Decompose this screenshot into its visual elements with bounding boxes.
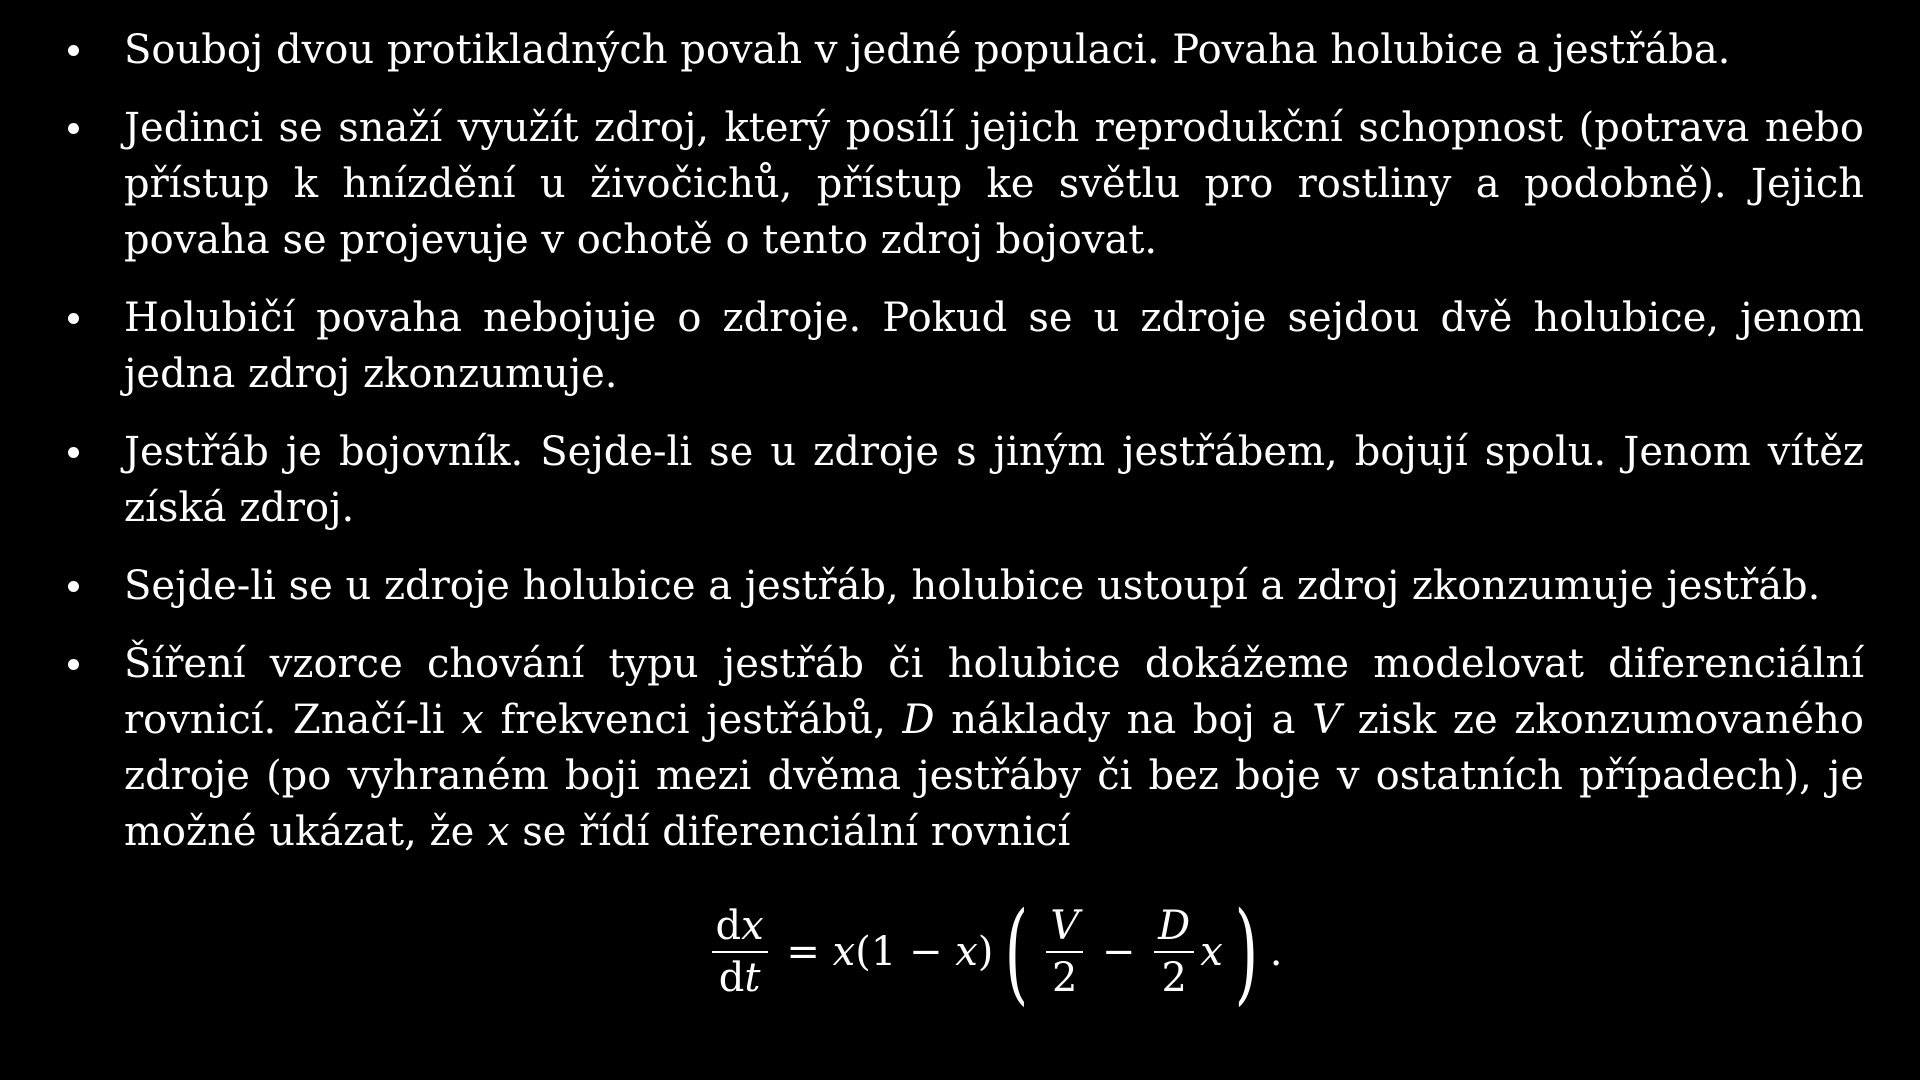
fraction-numerator: V xyxy=(1050,903,1080,949)
text-run: zisk ze zkonzumovaného zdroje (po vyhraném boji mezi dvěma jestřáby či bez boje v ostatních případech), je možné ukázat, že xyxy=(124,697,1865,855)
model-text xyxy=(124,641,1864,855)
fraction-numerator: D xyxy=(1158,903,1191,949)
bullet-text: Jestřáb je bojovník. Sejde-li se u zdroje s jiným jestřábem, bojují spolu. Jenom vítěz získá zdroj. xyxy=(124,429,1864,531)
derivative-fraction xyxy=(712,901,768,1003)
bullet-item xyxy=(68,424,1864,536)
bullet-list xyxy=(68,22,1864,860)
equals-sign: = xyxy=(773,929,833,975)
bullet-item xyxy=(68,290,1864,402)
fraction-d-half xyxy=(1154,901,1194,1003)
big-paren: ) xyxy=(1234,888,1259,1016)
paren: ) xyxy=(977,929,994,975)
eq-symbol: x xyxy=(832,929,856,975)
bullet-dot-icon xyxy=(68,123,79,134)
eq-symbol: d xyxy=(715,903,742,949)
variable-x: x xyxy=(461,697,484,743)
text-run: se řídí diferenciální rovnicí xyxy=(509,809,1071,855)
bullet-text: Holubičí povaha nebojuje o zdroje. Pokud se u zdroje sejdou dvě holubice, jenom jedna zdroj zkonzumuje. xyxy=(124,295,1864,397)
eq-symbol: t xyxy=(744,955,761,1001)
minus-sign: − xyxy=(1089,929,1149,975)
paren: ( xyxy=(855,929,871,975)
bullet-dot-icon xyxy=(68,447,79,458)
eq-symbol: x xyxy=(1200,929,1223,975)
bullet-item-model xyxy=(68,636,1864,860)
fraction-denominator xyxy=(715,953,765,1003)
bullet-dot-icon xyxy=(68,581,79,592)
big-paren: ( xyxy=(1005,888,1029,1016)
differential-equation xyxy=(68,882,1864,1022)
text-run: náklady na boj a xyxy=(934,697,1313,743)
eq-symbol: x xyxy=(741,903,764,949)
text-run: frekvenci jestřábů, xyxy=(483,697,903,743)
bullet-item xyxy=(68,22,1864,78)
bullet-item xyxy=(68,558,1864,614)
fraction-denominator: 2 xyxy=(1161,955,1187,1001)
bullet-dot-icon xyxy=(68,45,79,56)
fraction-denominator: 2 xyxy=(1052,955,1078,1001)
period: . xyxy=(1269,929,1283,975)
variable-d: D xyxy=(902,697,935,743)
eq-symbol: x xyxy=(955,929,978,975)
bullet-dot-icon xyxy=(68,659,79,670)
fraction-v-half xyxy=(1046,901,1083,1003)
variable-v: V xyxy=(1312,697,1341,743)
text-run: Šíření vzorce chování typu jestřáb či holubice dokážeme modelovat diferenciální rovnicí. Značí-li xyxy=(124,641,1864,743)
fraction-numerator xyxy=(712,901,768,951)
eq-symbol: d xyxy=(718,955,745,1001)
bullet-dot-icon xyxy=(68,313,79,324)
bullet-item xyxy=(68,100,1864,268)
eq-term: 1 − xyxy=(870,929,956,975)
bullet-text: Jedinci se snaží využít zdroj, který posílí jejich reprodukční schopnost (potrava nebo přístup k hnízdění u živočichů, přístup ke světlu pro rostliny a podobně). Jejich povaha se projevuje v ochotě o tento zdroj bojovat. xyxy=(124,105,1864,263)
bullet-text: Souboj dvou protikladných povah v jedné populaci. Povaha holubice a jestřába. xyxy=(124,27,1731,73)
bullet-text: Sejde-li se u zdroje holubice a jestřáb, holubice ustoupí a zdroj zkonzumuje jestřáb. xyxy=(124,563,1821,609)
variable-x: x xyxy=(486,809,510,855)
